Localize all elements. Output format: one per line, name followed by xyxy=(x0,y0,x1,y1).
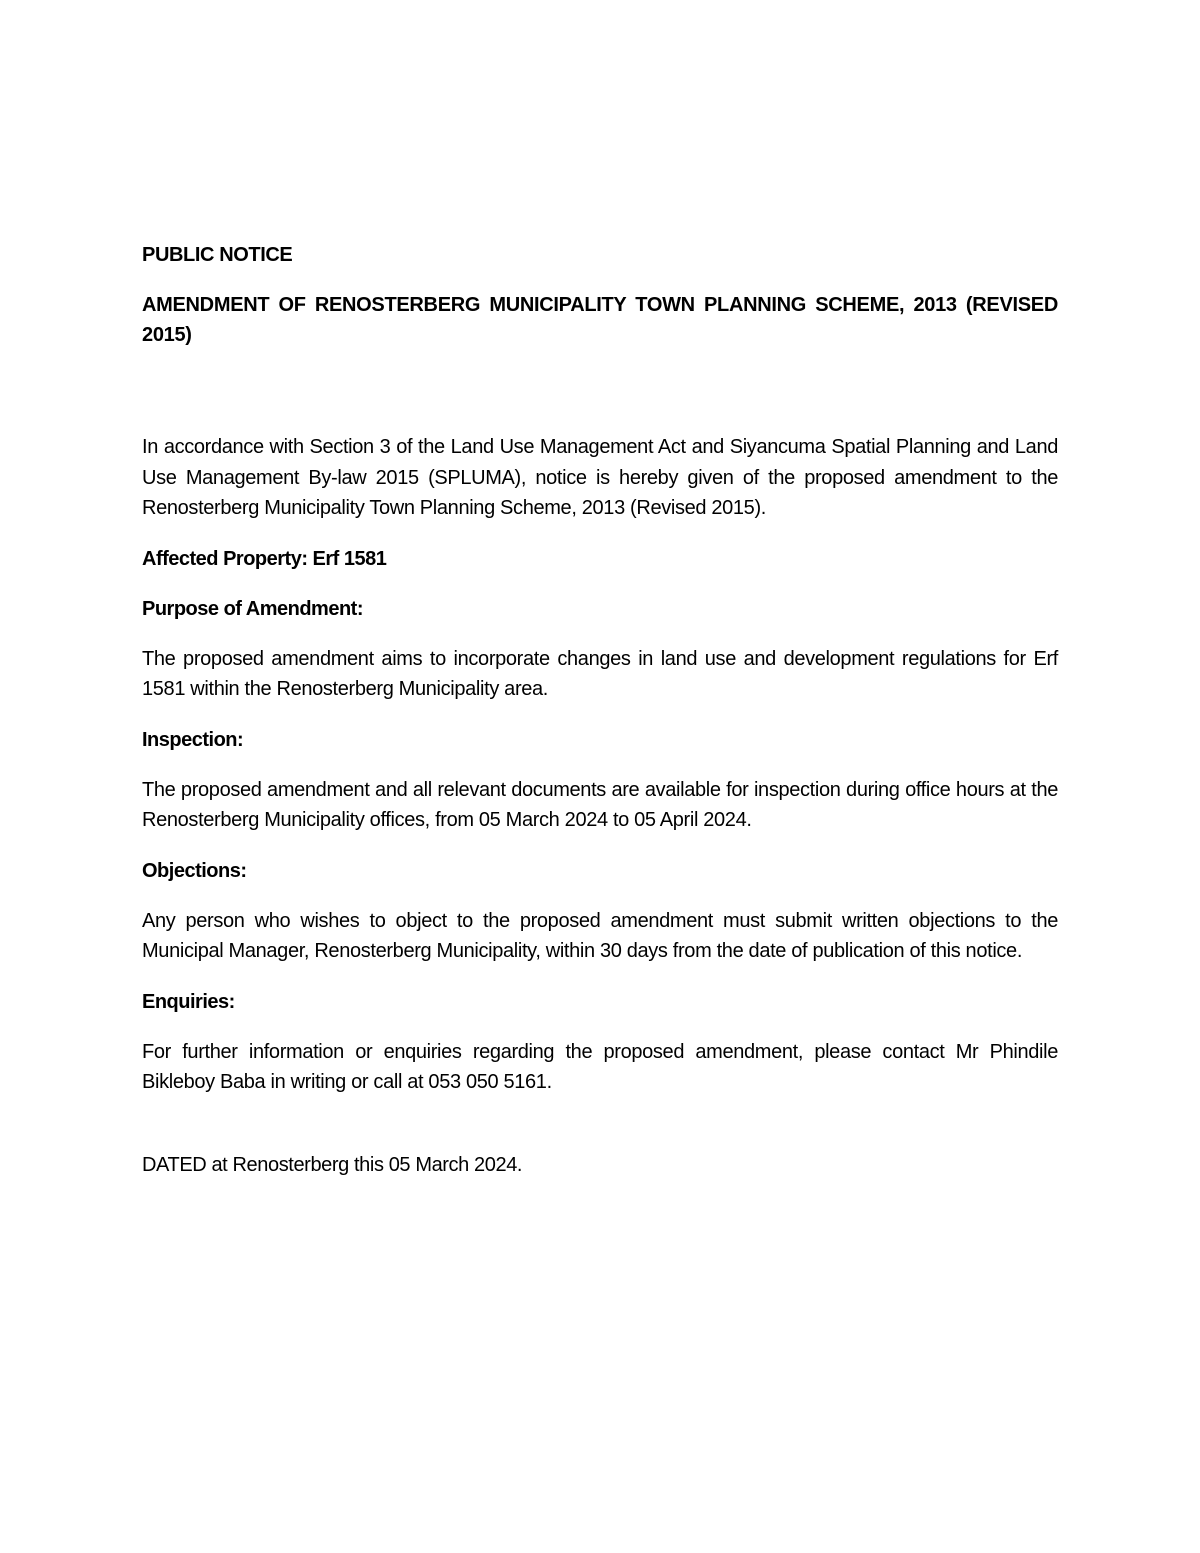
enquiries-paragraph: For further information or enquiries regarding the proposed amendment, please contact Mr Phindile Bikleboy Baba in writing or call at 053 050 5161. xyxy=(142,1040,1058,1093)
objections-paragraph: Any person who wishes to object to the proposed amendment must submit written objections to the Municipal Manager, Renosterberg Municipality, within 30 days from the date of publication of this notice. xyxy=(142,909,1058,962)
intro-paragraph: In accordance with Section 3 of the Land Use Management Act and Siyancuma Spatial Planning and Land Use Management By-law 2015 (SPLUMA), notice is hereby given of the proposed amendment to the Renosterberg Municipality Town Planning Scheme, 2013 (Revised 2015). xyxy=(142,436,1058,519)
affected-property: Affected Property: Erf 1581 xyxy=(142,547,387,570)
inspection-paragraph: The proposed amendment and all relevant documents are available for inspection during office hours at the Renosterberg Municipality offices, from 05 March 2024 to 05 April 2024. xyxy=(142,778,1058,831)
purpose-paragraph: The proposed amendment aims to incorporate changes in land use and development regulations for Erf 1581 within the Renosterberg Municipality area. xyxy=(142,647,1058,700)
dated-line: DATED at Renosterberg this 05 March 2024. xyxy=(142,1153,523,1176)
objections-label: Objections: xyxy=(142,859,247,882)
purpose-label: Purpose of Amendment: xyxy=(142,597,363,620)
notice-title: AMENDMENT OF RENOSTERBERG MUNICIPALITY TOWN PLANNING SCHEME, 2013 (REVISED 2015) xyxy=(142,294,1058,346)
inspection-label: Inspection: xyxy=(142,728,244,751)
enquiries-label: Enquiries: xyxy=(142,990,235,1013)
notice-document xyxy=(142,240,1058,1180)
notice-heading: PUBLIC NOTICE xyxy=(142,244,293,266)
